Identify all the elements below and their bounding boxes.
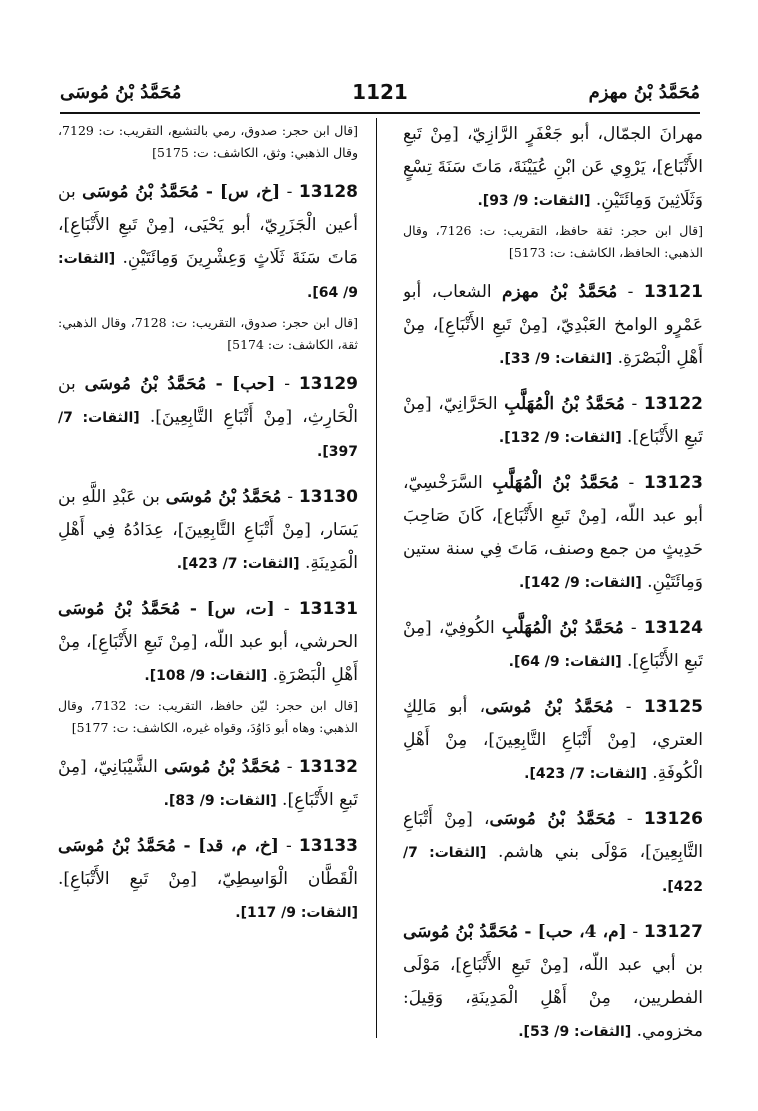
entry: 13124 - مُحَمَّدُ بْنُ الْمُهَلَّبِ الكُوفِيّ، [مِنْ تَبعِ الأَتْبَاعِ]. [الثقات: 9/ 64]. [403, 618, 703, 671]
entry-number: 13128 [298, 182, 358, 202]
entry-name: مُحَمَّدُ بْنُ مُوسَى [165, 487, 282, 507]
entry [58, 120, 358, 164]
entry-number: 13126 [643, 809, 703, 829]
entry-text: بن أبي عبد اللّه، [مِنْ تَبعِ الأَتْبَاعِ]، مَوْلَى الفطريين، مِنْ أَهْلِ الْمَدِينَةِ، وَقِيلَ: مخزومي. [403, 955, 703, 1041]
entry-name: [م، 4، حب] - مُحَمَّدُ بْنُ مُوسَى [403, 922, 627, 942]
entry-number: 13130 [298, 487, 358, 507]
entry-note: [قال ابن حجر: ليّن حافظ، التقريب: ت: 7132، وقال الذهبي: وهاه أبو دَاوُدَ، وقواه غيره، الكاشف: ت: 5177] [58, 698, 358, 735]
entry-number: 13124 [643, 618, 703, 638]
entry-text: الشعاب، أبو عَمْرٍو الوامخ العَبْدِيّ، [مِنْ تَبعِ الأَتْبَاعِ]، مِنْ أَهْلِ الْبَصْرَةِ. [403, 282, 703, 368]
entry-name: مُحَمَّدُ بْنُ الْمُهَلَّبِ [492, 473, 619, 493]
entry-note: [قال ابن حجر: صدوق، رمي بالتشيع، التقريب: ت: 7129، وقال الذهبي: وثق، الكاشف: ت: 5175] [58, 123, 358, 160]
entry-source: [الثقات: 9/ 132]. [498, 430, 622, 446]
entry-name: مُحَمَّدُ بْنُ مهزم [502, 282, 618, 302]
entry-source: [الثقات: 9/ 33]. [499, 351, 613, 367]
running-title-right: مُحَمَّدُ بْنُ مهزم [588, 82, 700, 103]
entry-number: 13127 [643, 922, 703, 942]
entry-source: [الثقات: 7/ 397]. [58, 410, 358, 460]
entry-number: 13133 [298, 836, 358, 856]
entry-name: مُحَمَّدُ بْنُ مُوسَى [164, 757, 281, 777]
page-header [60, 78, 700, 114]
running-title-left: مُحَمَّدُ بْنُ مُوسَى [60, 82, 182, 103]
entry: 13133 - [خ، م، قد] - مُحَمَّدُ بْنُ مُوسَى الْقَطَّان الْوَاسِطِيّ، [مِنْ تَبعِ الأَتْبَاعِ]. [الثقات: 9/ 117]. [58, 836, 358, 921]
entry-name: مُحَمَّدُ بْنُ مُوسَى [485, 697, 614, 717]
entry: 13121 - مُحَمَّدُ بْنُ مهزم الشعاب، أبو عَمْرٍو الوامخ العَبْدِيّ، [مِنْ تَبعِ الأَتْبَاعِ]، مِنْ أَهْلِ الْبَصْرَةِ. [الثقات: 9/ 33]. [403, 282, 703, 368]
entry-text: بن عَبْدِ اللَّهِ بن يَسَار، [مِنْ أَتْبَاعِ التَّابِعِينَ]، عِدَادُهُ فِي أَهْلِ الْمَدِينَةِ. [58, 487, 358, 573]
entry-text: مهرانَ الجمّال، أبو جَعْفَرٍ الرَّازِيّ، [مِنْ تَبعِ الأَتْبَاع]، يَرْوِي عَن ابْنِ عُيَيْنَةَ، مَاتَ سَنَةَ تِسْعٍ وَثَلَاثِينَ وَمِائَتَيْنِ. [403, 124, 703, 210]
right-column [403, 118, 703, 1078]
entry-text: الحرشي، أبو عبد اللّه، [مِنْ تَبعِ الأَتْبَاعِ]، مِنْ أَهْلِ الْبَصْرَةِ. [58, 632, 358, 685]
entry-name: مُحَمَّدُ بْنُ مُوسَى [489, 809, 616, 829]
entry: 13131 - [ت، س] - مُحَمَّدُ بْنُ مُوسَى الحرشي، أبو عبد اللّه، [مِنْ تَبعِ الأَتْبَاعِ]، مِنْ أَهْلِ الْبَصْرَةِ. [الثقات: 9/ 108]. [قال ابن حجر: ليّن حافظ، التقريب: ت: 7132، وقال الذهبي: وهاه أبو دَاوُدَ، وقواه غيره، الكاشف: ت: 5177] [58, 593, 358, 739]
entry-text: بن أعين الْجَزَرِيّ، أبو يَحْيَى، [مِنْ تَبعِ الأَتْبَاعِ]، مَاتَ سَنَةَ ثَلَاثٍ وَعِشْرِينَ وَمِائَتَيْنِ. [58, 182, 358, 268]
entry [403, 118, 703, 264]
entry: 13126 - مُحَمَّدُ بْنُ مُوسَى، [مِنْ أَتْبَاعِ التَّابِعِينَ]، مَوْلَى بني هاشم. [الثقات: 7/ 422]. [403, 809, 703, 895]
entry-source: [الثقات: 9/ 53]. [518, 1024, 632, 1040]
entry-name: [خ، س] - مُحَمَّدُ بْنُ مُوسَى [82, 182, 281, 202]
entry-text: الكُوفِيّ، [مِنْ تَبعِ الأَتْبَاعِ]. [403, 618, 703, 671]
entry-text: الحَرَّانِيّ، [مِنْ تَبعِ الأَتْبَاع]. [403, 394, 703, 447]
entry-number: 13122 [643, 394, 703, 414]
entry-number: 13131 [298, 599, 358, 619]
entry-source: [الثقات: 7/ 423]. [176, 556, 300, 572]
entry-text: ، [مِنْ أَتْبَاعِ التَّابِعِينَ]، مَوْلَى بني هاشم. [403, 809, 703, 862]
entry-source: [الثقات: 9/ 108]. [144, 668, 268, 684]
entry-note: [قال ابن حجر: ثقة حافظ، التقريب: ت: 7126، وقال الذهبي: الحافظ، الكاشف: ت: 5173] [403, 223, 703, 260]
entry-number: 13125 [643, 697, 703, 717]
entry: 13130 - مُحَمَّدُ بْنُ مُوسَى بن عَبْدِ اللَّهِ بن يَسَار، [مِنْ أَتْبَاعِ التَّابِعِينَ]، عِدَادُهُ فِي أَهْلِ الْمَدِينَةِ. [الثقات: 7/ 423]. [58, 487, 358, 573]
entry-number: 13121 [643, 282, 703, 302]
entry-name: [ت، س] - مُحَمَّدُ بْنُ مُوسَى [58, 599, 275, 619]
page-number: 1121 [352, 80, 408, 104]
entry-name: [خ، م، قد] - مُحَمَّدُ بْنُ مُوسَى [58, 836, 279, 856]
entry: 13132 - مُحَمَّدُ بْنُ مُوسَى الشَّيْبَانِيّ، [مِنْ تَبعِ الأَتْبَاعِ]. [الثقات: 9/ 83]. [58, 757, 358, 810]
entry: 13125 - مُحَمَّدُ بْنُ مُوسَى، أبو مَالِكٍ العتري، [مِنْ أَتْبَاعِ التَّابِعِينَ]، مِنْ أَهْلِ الْكُوفَةِ. [الثقات: 7/ 423]. [403, 697, 703, 783]
entry-name: مُحَمَّدُ بْنُ الْمُهَلَّبِ [501, 618, 624, 638]
left-column [58, 118, 358, 1078]
entry-text: السَّرَخْسِيّ، أبو عبد اللّه، [مِنْ تَبعِ الأَتْبَاع]، كَانَ صَاحِبَ حَدِيثٍ من جمع وصنف، مَاتَ فِي سنة ستين وَمِائَتَيْنِ. [403, 473, 703, 592]
entry: 13122 - مُحَمَّدُ بْنُ الْمُهَلَّبِ الحَرَّانِيّ، [مِنْ تَبعِ الأَتْبَاع]. [الثقات: 9/ 132]. [403, 394, 703, 447]
entry: 13123 - مُحَمَّدُ بْنُ الْمُهَلَّبِ السَّرَخْسِيّ، أبو عبد اللّه، [مِنْ تَبعِ الأَتْبَاع]، كَانَ صَاحِبَ حَدِيثٍ من جمع وصنف، مَاتَ فِي سنة ستين وَمِائَتَيْنِ. [الثقات: 9/ 142]. [403, 473, 703, 592]
entry-text: الْقَطَّان الْوَاسِطِيّ، [مِنْ تَبعِ الأَتْبَاعِ]. [58, 869, 358, 889]
entry-text: الشَّيْبَانِيّ، [مِنْ تَبعِ الأَتْبَاعِ]. [58, 757, 358, 810]
entry-source: [الثقات: 9/ 83]. [163, 793, 277, 809]
entry-source: [الثقات: 7/ 422]. [403, 845, 703, 895]
entry-text: بن الْحَارِثِ، [مِنْ أَتْبَاعِ التَّابِعِينَ]. [58, 374, 358, 427]
entry-source: [الثقات: 9/ 117]. [235, 905, 358, 921]
entry-note: [قال ابن حجر: صدوق، التقريب: ت: 7128، وقال الذهبي: ثقة، الكاشف: ت: 5174] [58, 315, 358, 352]
entry: 13129 - [حب] - مُحَمَّدُ بْنُ مُوسَى بن الْحَارِثِ، [مِنْ أَتْبَاعِ التَّابِعِينَ]. [الثقات: 7/ 397]. [58, 374, 358, 460]
entry-name: [حب] - مُحَمَّدُ بْنُ مُوسَى [84, 374, 276, 394]
entry-source: [الثقات: 9/ 93]. [477, 193, 591, 209]
entry-source: [الثقات: 9/ 64]. [508, 654, 622, 670]
entry-text: ، أبو مَالِكٍ العتري، [مِنْ أَتْبَاعِ التَّابِعِينَ]، مِنْ أَهْلِ الْكُوفَةِ. [403, 697, 703, 783]
entry-source: [الثقات: 9/ 142]. [519, 575, 642, 591]
entry: 13127 - [م، 4، حب] - مُحَمَّدُ بْنُ مُوسَى بن أبي عبد اللّه، [مِنْ تَبعِ الأَتْبَاعِ]، مَوْلَى الفطريين، مِنْ أَهْلِ الْمَدِينَةِ، وَقِيلَ: مخزومي. [الثقات: 9/ 53]. [403, 922, 703, 1041]
entry-number: 13132 [298, 757, 358, 777]
column-divider [376, 118, 377, 1038]
entry-number: 13129 [298, 374, 358, 394]
entry-number: 13123 [643, 473, 703, 493]
entry-name: مُحَمَّدُ بْنُ الْمُهَلَّبِ [504, 394, 625, 414]
entry-source: [الثقات: 9/ 64]. [58, 251, 358, 301]
entry-source: [الثقات: 7/ 423]. [524, 766, 647, 782]
entry: 13128 - [خ، س] - مُحَمَّدُ بْنُ مُوسَى بن أعين الْجَزَرِيّ، أبو يَحْيَى، [مِنْ تَبعِ الأَتْبَاعِ]، مَاتَ سَنَةَ ثَلَاثٍ وَعِشْرِينَ وَمِائَتَيْنِ. [الثقات: 9/ 64]. [قال ابن حجر: صدوق، التقريب: ت: 7128، وقال الذهبي: ثقة، الكاشف: ت: 5174] [58, 176, 358, 356]
